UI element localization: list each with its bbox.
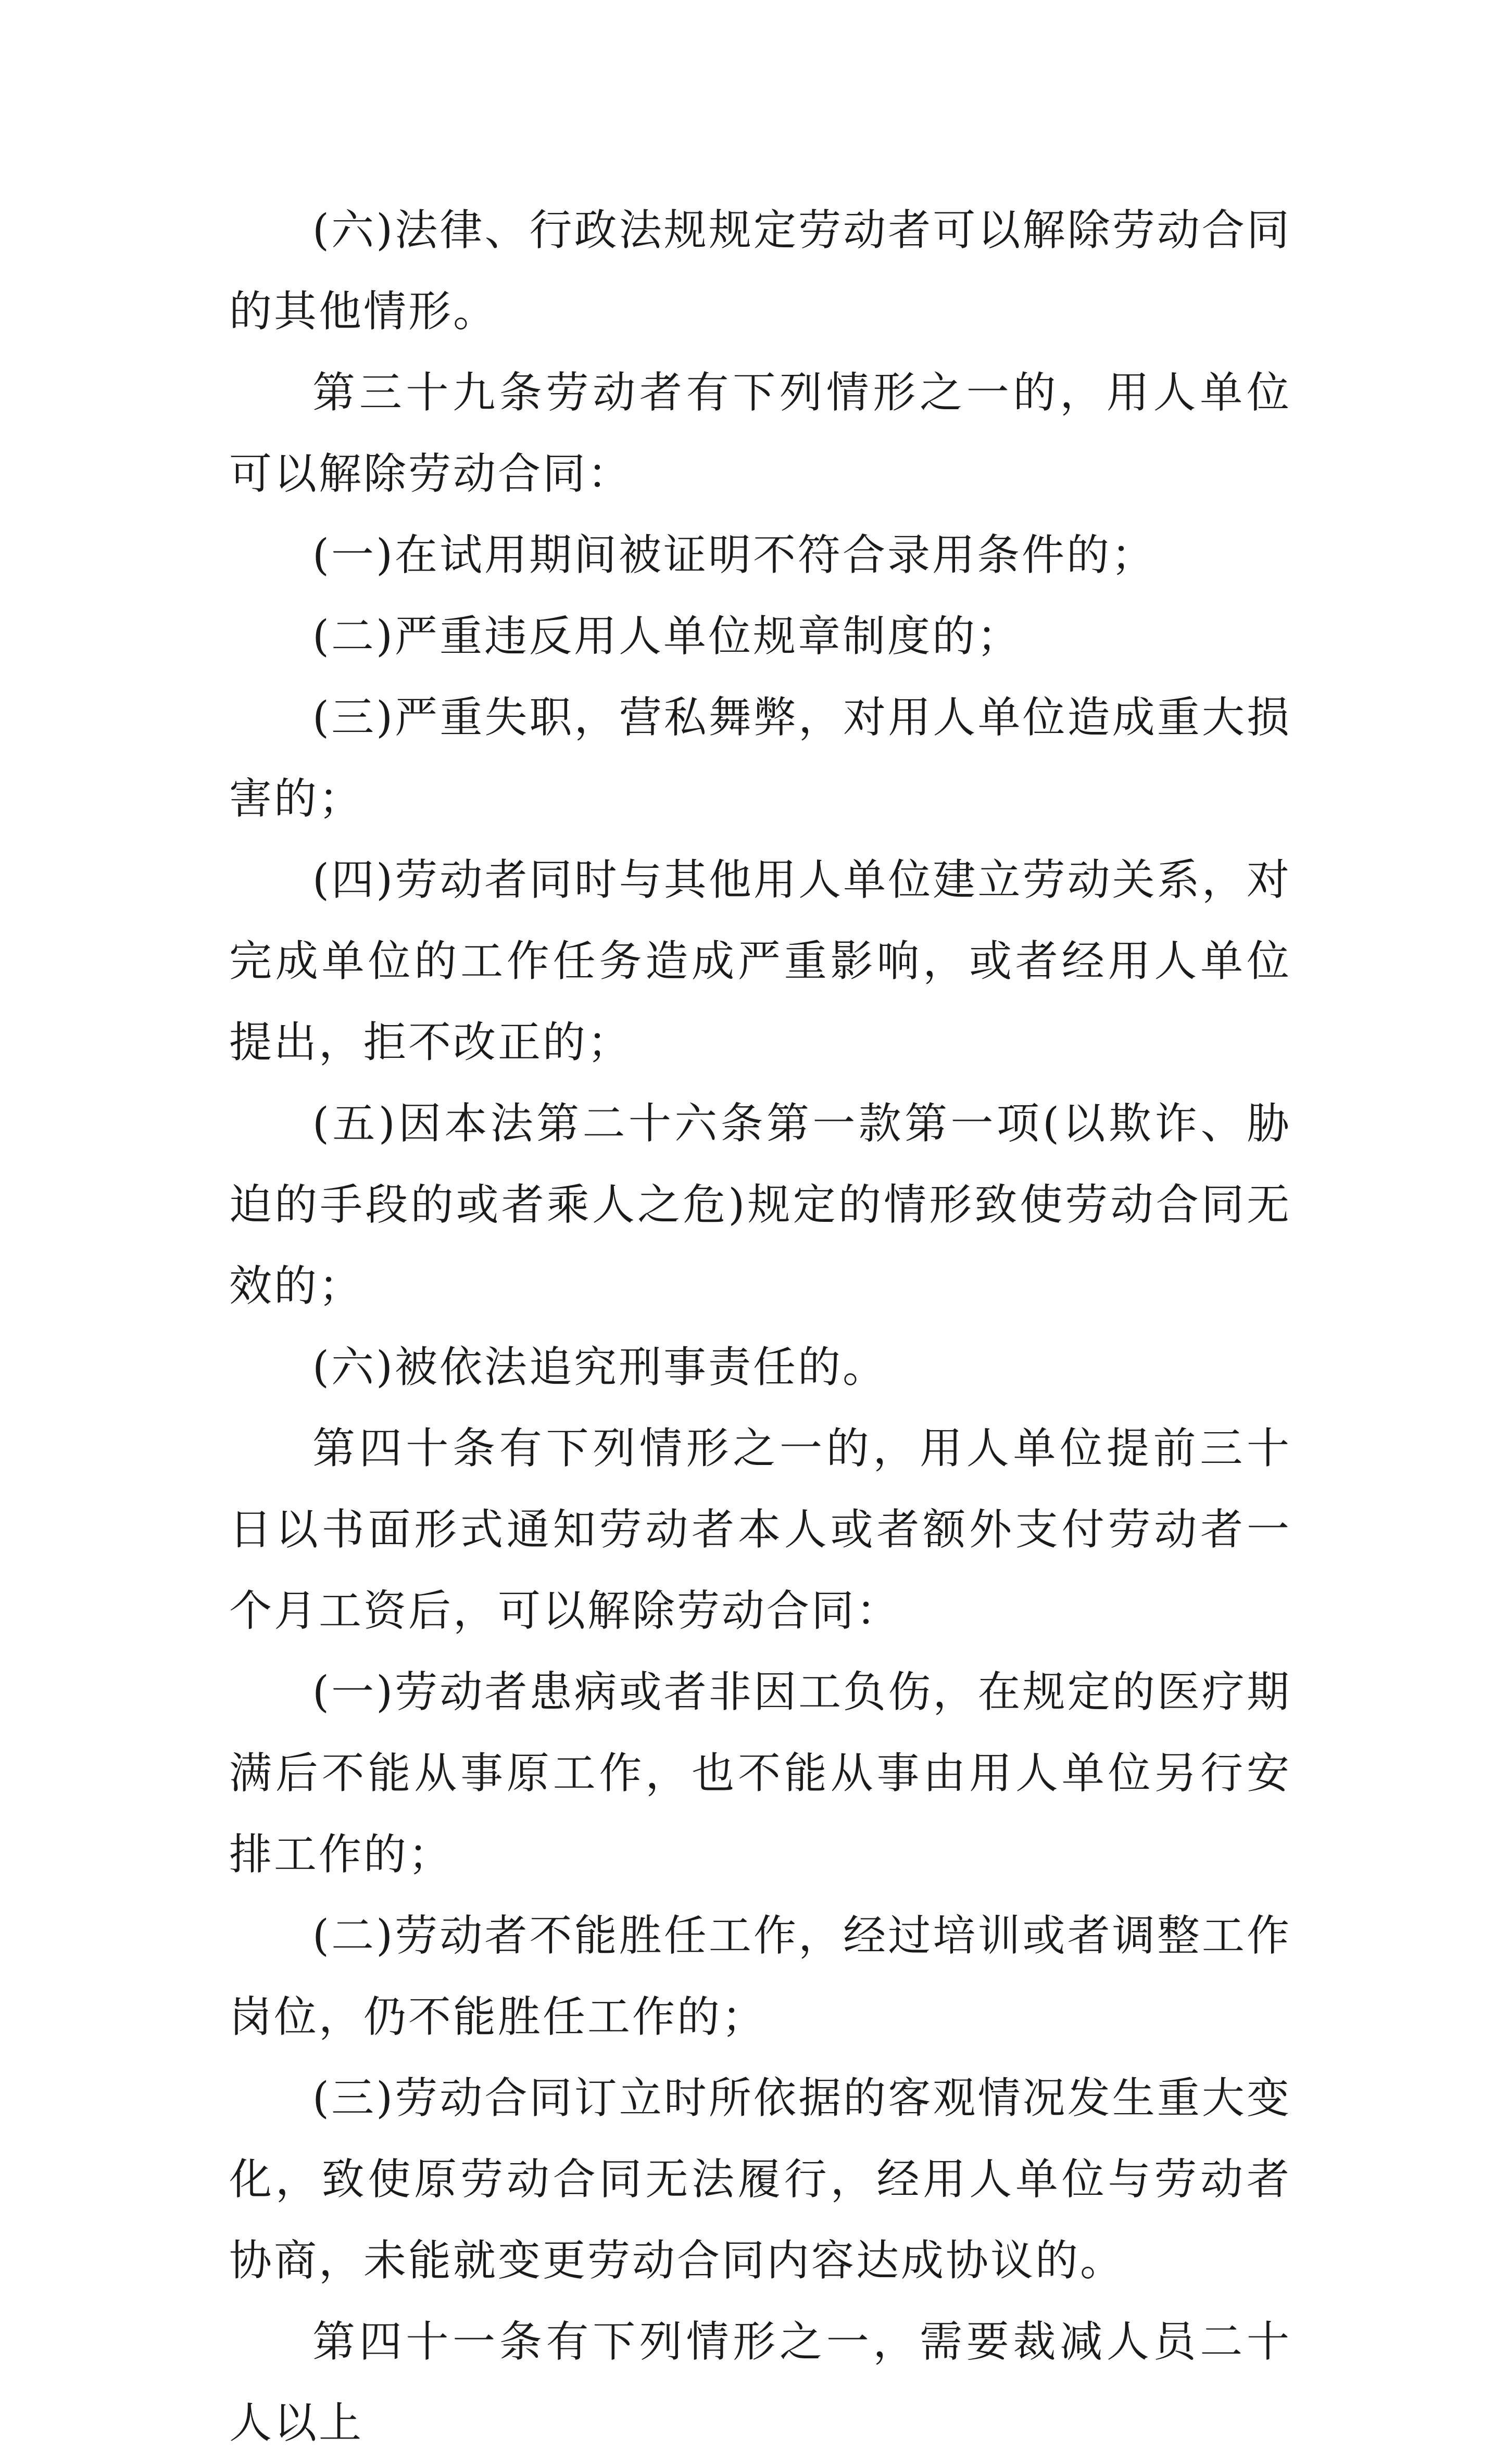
document-body xyxy=(229,190,1291,2464)
paragraph: (五)因本法第二十六条第一款第一项(以欺诈、胁迫的手段的或者乘人之危)规定的情形致使劳动合同无效的； xyxy=(229,1099,1291,1311)
paragraph: (四)劳动者同时与其他用人单位建立劳动关系，对完成单位的工作任务造成严重影响，或者经用人单位提出，拒不改正的； xyxy=(229,855,1291,1067)
paragraph: 第三十九条劳动者有下列情形之一的，用人单位可以解除劳动合同： xyxy=(229,368,1291,499)
paragraph: 第四十条有下列情形之一的，用人单位提前三十日以书面形式通知劳动者本人或者额外支付劳动者一个月工资后，可以解除劳动合同： xyxy=(229,1424,1291,1636)
paragraph: (六)被依法追究刑事责任的。 xyxy=(312,1343,887,1392)
paragraph: (二)严重违反用人单位规章制度的； xyxy=(312,612,1022,661)
paragraph: (三)严重失职，营私舞弊，对用人单位造成重大损害的； xyxy=(229,693,1291,824)
paragraph: (一)在试用期间被证明不符合录用条件的； xyxy=(312,530,1156,580)
paragraph: 第四十一条有下列情形之一，需要裁减人员二十人以上 xyxy=(229,2317,1291,2448)
paragraph: (三)劳动合同订立时所依据的客观情况发生重大变化，致使原劳动合同无法履行，经用人单位与劳动者协商，未能就变更劳动合同内容达成协议的。 xyxy=(229,2074,1291,2285)
paragraph: (六)法律、行政法规规定劳动者可以解除劳动合同的其他情形。 xyxy=(229,206,1291,336)
paragraph: (二)劳动者不能胜任工作，经过培训或者调整工作岗位，仍不能胜任工作的； xyxy=(229,1911,1291,2042)
paragraph: (一)劳动者患病或者非因工负伤，在规定的医疗期满后不能从事原工作，也不能从事由用人单位另行安排工作的； xyxy=(229,1667,1291,1879)
